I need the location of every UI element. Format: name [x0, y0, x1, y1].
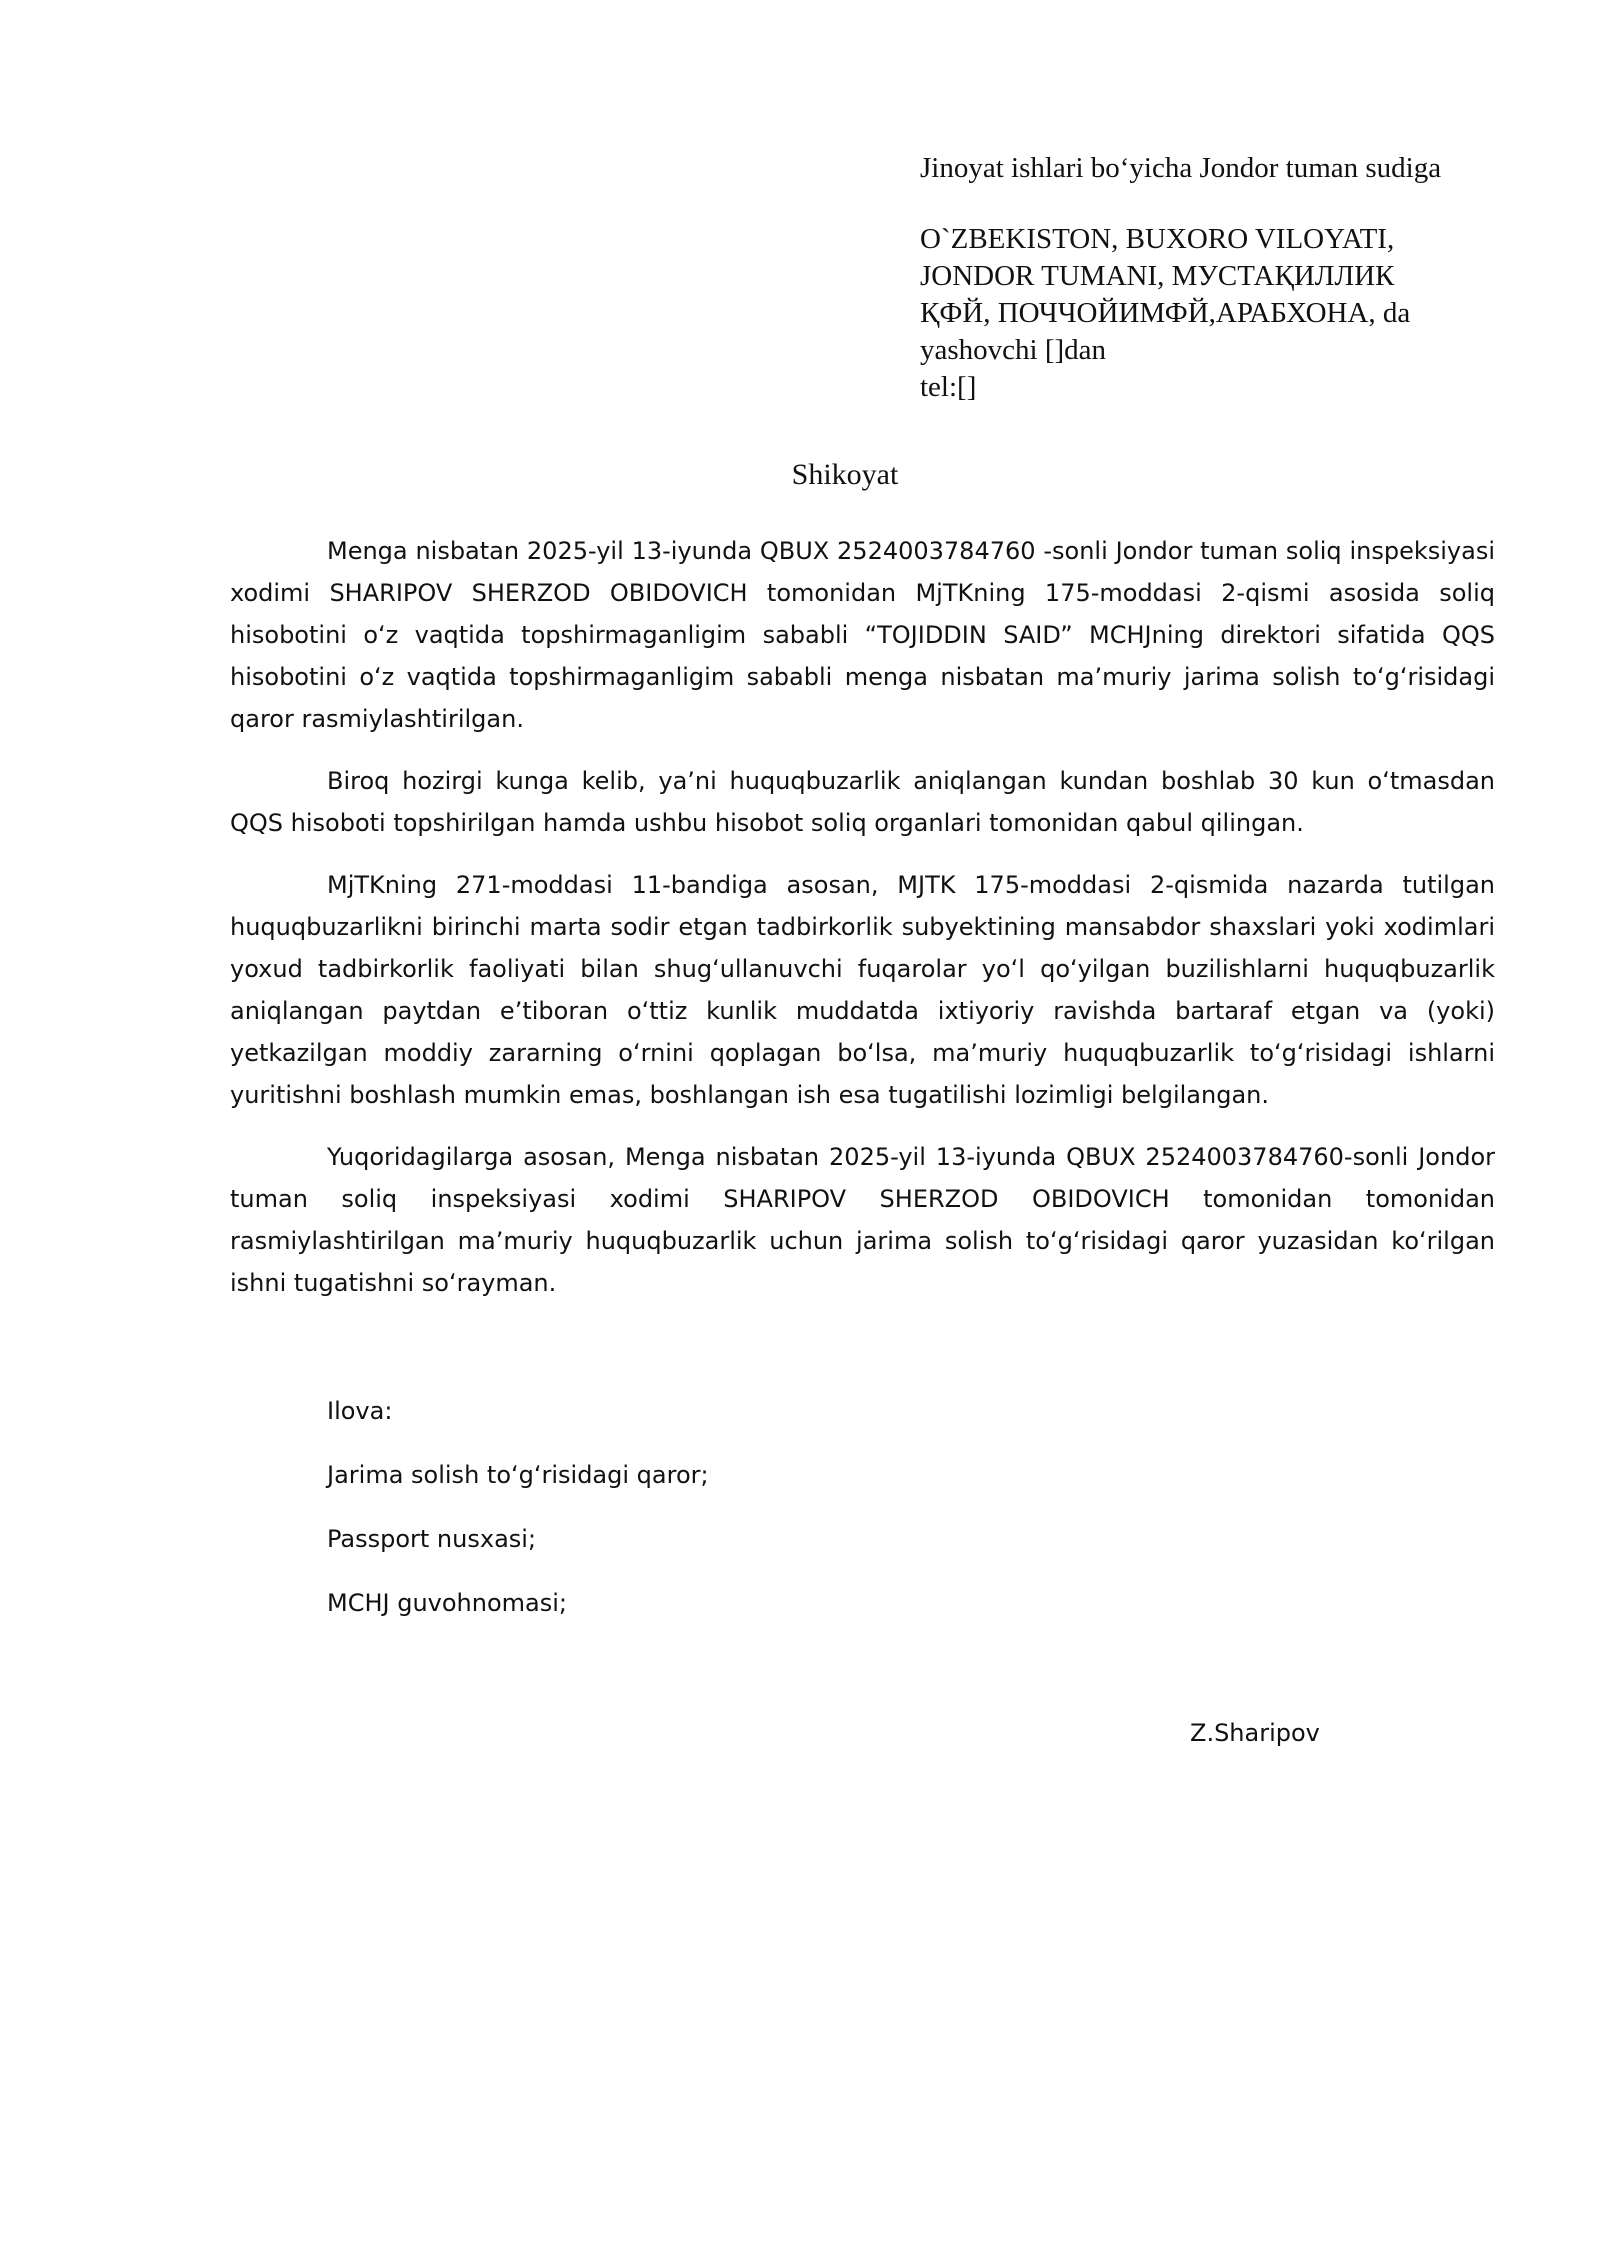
document-title: Shikoyat: [791, 458, 899, 491]
sender-address-line: JONDOR TUMANI, МУСТАҚИЛЛИК: [920, 260, 1395, 292]
attachments-label: Ilova:: [327, 1397, 393, 1425]
court-name: Jinoyat ishlari boʻyicha Jondor tuman sudiga: [920, 152, 1442, 184]
sender-address-line: O`ZBEKISTON, BUXORO VILOYATI,: [920, 223, 1395, 255]
attachment-item: MCHJ guvohnomasi;: [327, 1589, 567, 1617]
attachment-item: Passport nusxasi;: [327, 1525, 537, 1553]
sender-address-line: yashovchi []dan: [920, 334, 1107, 366]
sender-address-line: ҚФЙ, ПОЧЧОЙИМФЙ,АРАБХОНА, da: [920, 297, 1411, 329]
sender-phone-line: tel:[]: [920, 371, 977, 403]
addressee-block: [920, 150, 1495, 406]
body-paragraph: Biroq hozirgi kunga kelib, yaʼni huquqbuzarlik aniqlangan kundan boshlab 30 kun oʻtmasdan QQS hisoboti topshirilgan hamda ushbu hisobot soliq organlari tomonidan qabul qilingan.: [230, 767, 1495, 837]
body-paragraph: Menga nisbatan 2025-yil 13-iyunda QBUX 2524003784760 -sonli Jondor tuman soliq inspeksiyasi xodimi SHARIPOV SHERZOD OBIDOVICH tomonidan MjTKning 175-moddasi 2-qismi asosida soliq hisobotini oʻz vaqtida topshirmaganligim sababli “TOJIDDIN SAID” MCHJning direktori sifatida QQS hisobotini oʻz vaqtida topshirmaganligim sababli menga nisbatan maʼmuriy jarima solish toʻgʻrisidagi qaror rasmiylashtirilgan.: [230, 537, 1495, 733]
attachment-item: Jarima solish toʻgʻrisidagi qaror;: [327, 1461, 709, 1489]
body-paragraph: MjTKning 271-moddasi 11-bandiga asosan, MJTK 175-moddasi 2-qismida nazarda tutilgan huquqbuzarlikni birinchi marta sodir etgan tadbirkorlik subyektining mansabdor shaxslari yoki xodimlari yoxud tadbirkorlik faoliyati bilan shugʻullanuvchi fuqarolar yoʻl qoʻyilgan buzilishlarni huquqbuzarlik aniqlangan paytdan eʼtiboran oʻttiz kunlik muddatda ixtiyoriy ravishda bartaraf etgan va (yoki) yetkazilgan moddiy zararning oʻrnini qoplagan boʻlsa, maʼmuriy huquqbuzarlik toʻgʻrisidagi ishlarni yuritishni boshlash mumkin emas, boshlangan ish esa tugatilishi lozimligi belgilangan.: [230, 871, 1495, 1109]
signature-name: Z.Sharipov: [1190, 1719, 1320, 1747]
document-body: [230, 530, 1495, 1324]
sender-address: [920, 221, 1495, 406]
body-paragraph: Yuqoridagilarga asosan, Menga nisbatan 2025-yil 13-iyunda QBUX 2524003784760-sonli Jondor tuman soliq inspeksiyasi xodimi SHARIPOV SHERZOD OBIDOVICH tomonidan tomonidan rasmiylashtirilgan maʼmuriy huquqbuzarlik uchun jarima solish toʻgʻrisidagi qaror yuzasidan koʻrilgan ishni tugatishni soʻrayman.: [230, 1143, 1495, 1297]
attachments-section: [327, 1390, 709, 1646]
